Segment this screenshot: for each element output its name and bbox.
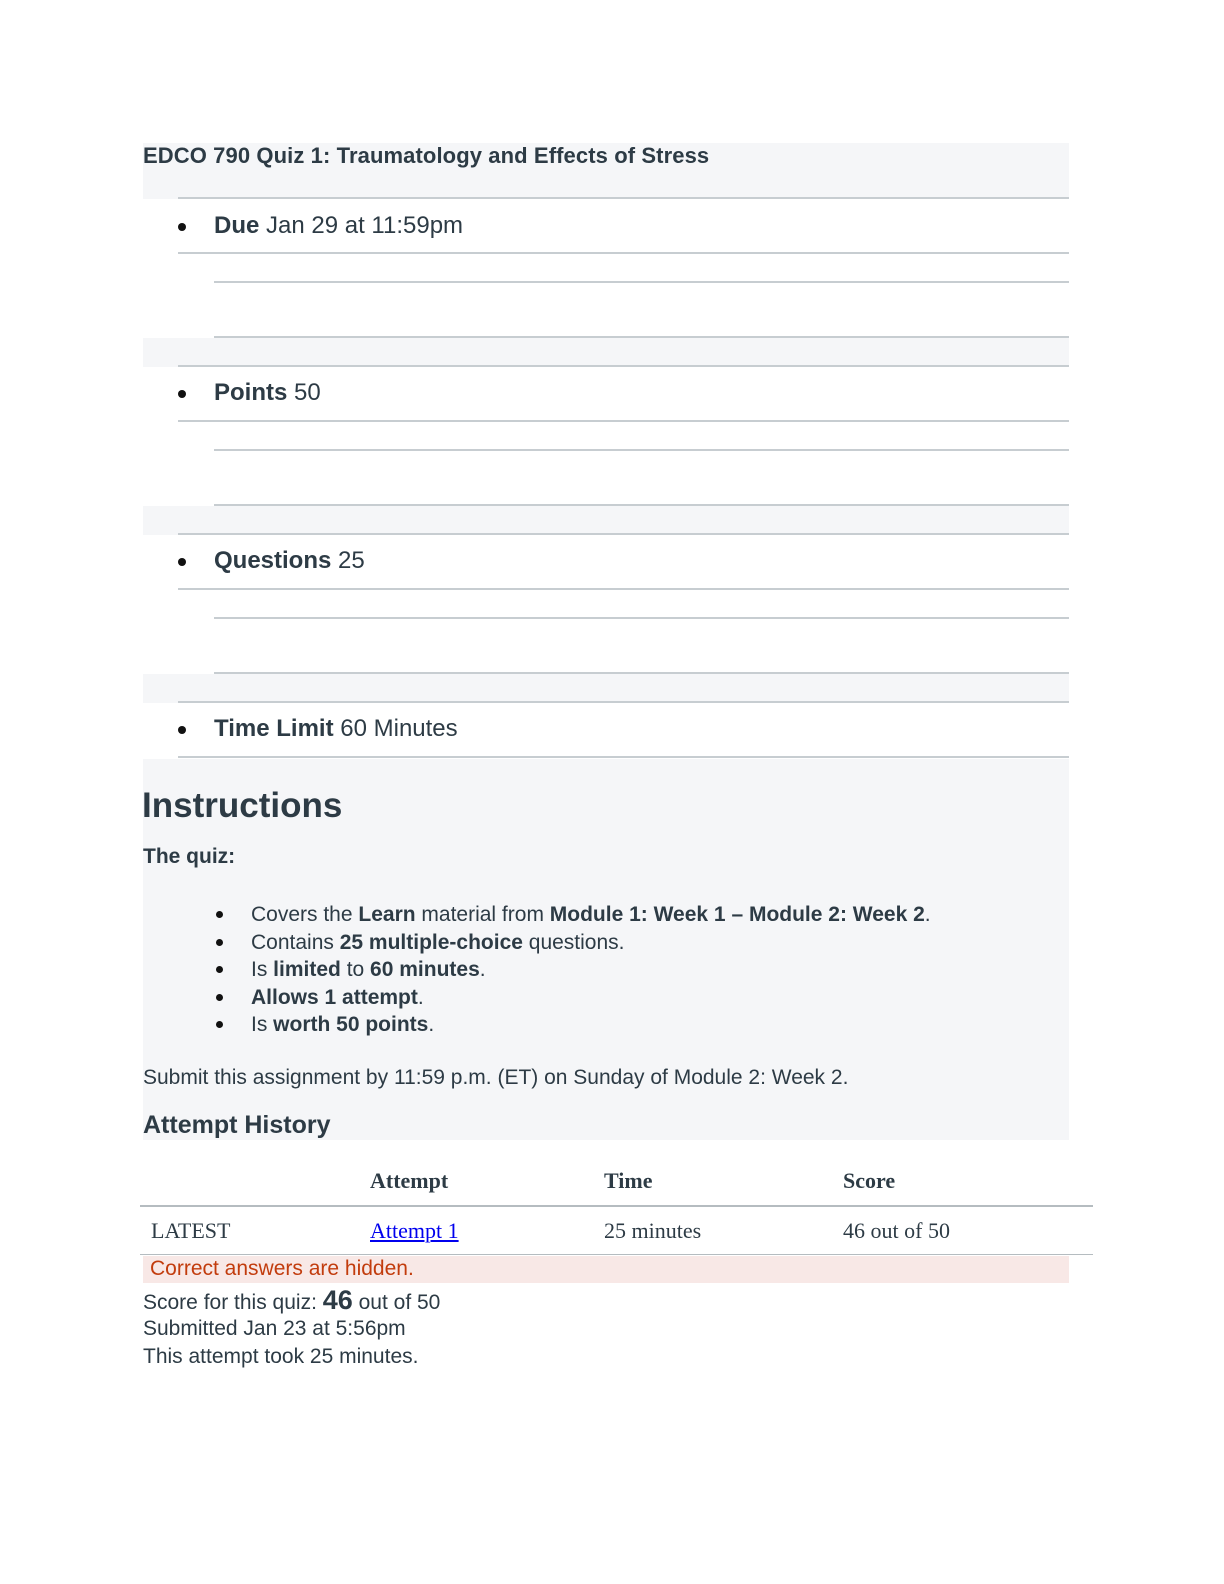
bullet-icon [216, 939, 223, 946]
instructions-list [214, 901, 931, 1039]
instruction-text: 25 multiple-choice [339, 930, 523, 954]
instruction-text: Learn [358, 903, 416, 926]
instruction-text: Allows 1 attempt [251, 985, 418, 1009]
instruction-text: Covers the [251, 903, 359, 926]
detail-due [214, 212, 463, 240]
submit-note: Submit this assignment by 11:59 p.m. (ET) on Sunday of Module 2: Week 2. [143, 1066, 849, 1089]
rule [178, 533, 1069, 535]
rule [214, 617, 1069, 619]
instruction-text: . [924, 903, 931, 926]
detail-band-1 [143, 338, 1069, 367]
detail-label: Points [214, 379, 288, 406]
instruction-item [214, 984, 931, 1012]
instruction-text: . [479, 958, 486, 981]
score-value: 46 [322, 1285, 353, 1315]
rule [214, 504, 1069, 506]
detail-points [214, 379, 321, 407]
rule [178, 420, 1069, 422]
instruction-text: worth 50 points [273, 1013, 429, 1036]
column-header-score: Score [843, 1168, 896, 1193]
instruction-text: . [417, 985, 424, 1009]
score-cell: 46 out of 50 [843, 1218, 950, 1243]
answers-hidden-text: Correct answers are hidden. [150, 1257, 414, 1280]
column-header-attempt: Attempt [370, 1168, 449, 1193]
bullet-icon [178, 390, 186, 398]
bullet-icon [216, 966, 223, 973]
instruction-item [214, 901, 931, 929]
detail-value: 25 [338, 547, 365, 574]
rule [178, 197, 1069, 199]
score-prefix: Score for this quiz: [143, 1291, 323, 1314]
instruction-text: Contains [251, 930, 340, 954]
rule [214, 336, 1069, 338]
rule [178, 756, 1069, 758]
table-rule [140, 1254, 1093, 1255]
instruction-item [214, 956, 931, 984]
bullet-icon [178, 223, 186, 231]
rule [178, 365, 1069, 367]
instruction-text: 60 minutes [370, 958, 480, 981]
attempt-history-heading: Attempt History [143, 1111, 331, 1139]
detail-value: Jan 29 at 11:59pm [266, 212, 464, 239]
instruction-item [214, 929, 931, 957]
bullet-icon [216, 994, 223, 1001]
detail-label: Due [214, 212, 260, 239]
rule [178, 701, 1069, 703]
detail-band-2 [143, 506, 1069, 535]
detail-value: 60 Minutes [340, 715, 458, 742]
instruction-text: to [340, 958, 371, 981]
instruction-text: questions. [522, 930, 625, 954]
instruction-text: Is [251, 1013, 274, 1036]
score-suffix: out of 50 [352, 1291, 441, 1314]
attempt-link[interactable]: Attempt 1 [370, 1218, 459, 1243]
instructions-intro: The quiz: [143, 845, 236, 868]
bullet-icon [216, 1021, 223, 1028]
instruction-item [214, 1011, 931, 1039]
instructions-heading: Instructions [142, 786, 343, 825]
submitted-time: Submitted Jan 23 at 5:56pm [143, 1317, 406, 1340]
instruction-text: limited [273, 958, 341, 981]
latest-tag: LATEST [151, 1218, 231, 1243]
bullet-icon [178, 558, 186, 566]
table-rule [140, 1205, 1093, 1207]
rule [178, 588, 1069, 590]
detail-label: Time Limit [214, 715, 334, 742]
attempt-cell [370, 1218, 459, 1244]
instruction-text: material from [415, 903, 550, 926]
instruction-text: Is [251, 958, 274, 981]
rule [178, 252, 1069, 254]
bullet-icon [216, 911, 223, 918]
rule [214, 672, 1069, 674]
detail-value: 50 [294, 379, 321, 406]
column-header-time: Time [604, 1168, 653, 1193]
instruction-text: . [428, 1013, 435, 1036]
rule [214, 281, 1069, 283]
score-summary [143, 1285, 440, 1316]
detail-label: Questions [214, 547, 332, 574]
rule [214, 449, 1069, 451]
detail-time-limit [214, 715, 458, 743]
detail-questions [214, 547, 365, 575]
bullet-icon [178, 726, 186, 734]
detail-band-3 [143, 674, 1069, 703]
quiz-title: EDCO 790 Quiz 1: Traumatology and Effects of Stress [143, 143, 710, 168]
instruction-text: Module 1: Week 1 – Module 2: Week 2 [549, 903, 925, 926]
attempt-duration: This attempt took 25 minutes. [143, 1345, 419, 1368]
time-cell: 25 minutes [604, 1218, 702, 1243]
